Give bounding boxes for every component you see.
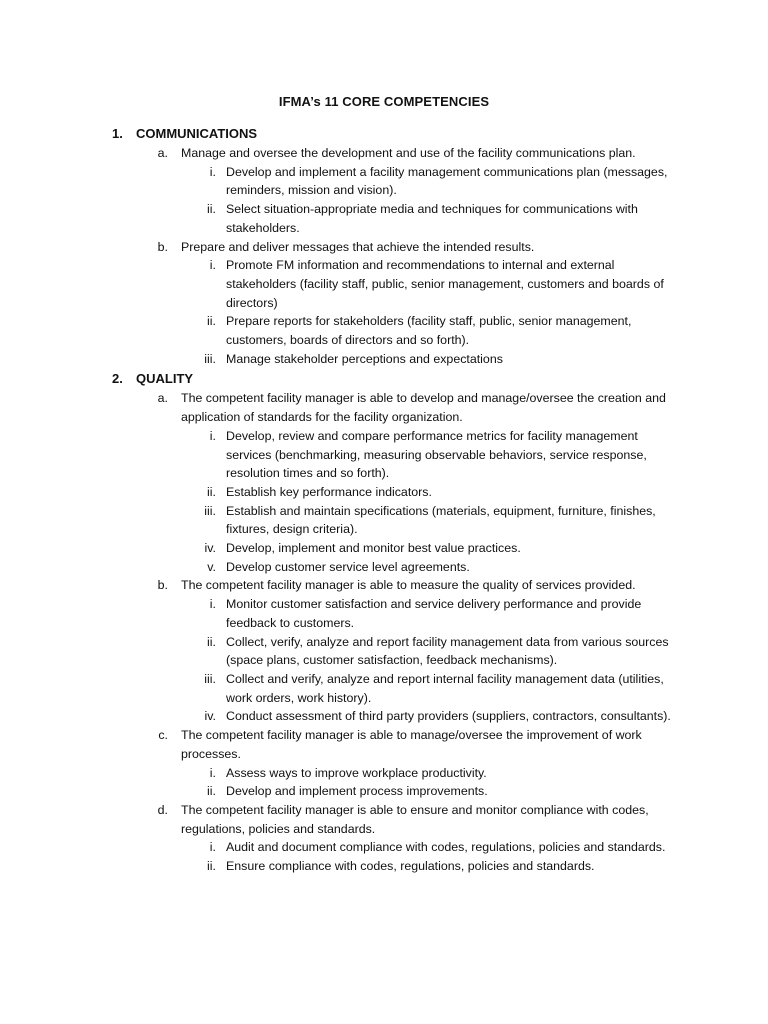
item-marker: a. xyxy=(157,391,168,406)
sub-list-item xyxy=(0,782,768,801)
subitem-marker: i. xyxy=(209,840,216,855)
sub-list-item xyxy=(0,427,768,483)
item-marker: b. xyxy=(157,578,168,593)
sub-list-item xyxy=(0,539,768,558)
subitem-marker: i. xyxy=(209,597,216,612)
subitem-marker: ii. xyxy=(207,314,216,329)
section-number: 2. xyxy=(112,371,123,387)
item-marker: a. xyxy=(157,146,168,160)
subitem-text: Monitor customer satisfaction and service delivery performance and provide feedback to customers. xyxy=(226,597,642,630)
subitem-text: Assess ways to improve workplace productivity. xyxy=(226,765,487,780)
item-marker: d. xyxy=(157,802,168,817)
subitem-text: Promote FM information and recommendations to internal and external stakeholders (facility staff, public, senior management, customers and boards of directors) xyxy=(226,258,664,310)
subitem-text: Collect, verify, analyze and report facility management data from various sources (space plans, customer satisfaction, feedback mechanisms). xyxy=(226,634,669,668)
sub-list-item xyxy=(0,633,768,670)
section-heading xyxy=(0,125,768,144)
subitem-text: Establish key performance indicators. xyxy=(226,484,432,499)
subitem-text: Conduct assessment of third party providers (suppliers, contractors, consultants). xyxy=(226,709,671,724)
subitem-text: Develop, review and compare performance metrics for facility management services (benchmarking, measuring observable behaviors, service response, resolution times and so forth). xyxy=(226,428,647,481)
subitem-text: Ensure compliance with codes, regulations, policies and standards. xyxy=(226,859,595,874)
list-item xyxy=(0,726,768,763)
item-text: The competent facility manager is able to develop and manage/oversee the creation and application of standards for the facility organization. xyxy=(181,391,666,425)
subitem-marker: ii. xyxy=(207,484,216,499)
subitem-marker: ii. xyxy=(207,634,216,649)
subitem-text: Develop and implement a facility management communications plan (messages, reminders, mission and vision). xyxy=(226,164,668,198)
subitem-text: Develop customer service level agreements. xyxy=(226,559,470,574)
list-item xyxy=(0,389,768,426)
subitem-marker: iv. xyxy=(204,541,216,556)
subitem-text: Select situation-appropriate media and techniques for communications with stakeholders. xyxy=(226,202,638,235)
section-title: QUALITY xyxy=(136,371,194,387)
sub-list-item xyxy=(0,764,768,783)
document-title: IFMA’s 11 CORE COMPETENCIES xyxy=(278,94,490,109)
section-number: 1. xyxy=(112,126,123,141)
subitem-marker: iii. xyxy=(204,351,216,366)
subitem-marker: iv. xyxy=(204,709,216,724)
sub-list-item xyxy=(0,670,768,707)
sub-list-item xyxy=(0,558,768,577)
subitem-marker: ii. xyxy=(207,202,216,217)
subitem-marker: iii. xyxy=(204,671,216,686)
section-heading xyxy=(0,370,768,389)
item-text: Manage and oversee the development and use of the facility communications plan. xyxy=(181,146,636,160)
subitem-text: Audit and document compliance with codes, regulations, policies and standards. xyxy=(226,840,666,855)
subitem-marker: ii. xyxy=(207,859,216,874)
subitem-text: Develop and implement process improvements. xyxy=(226,784,488,799)
subitem-text: Develop, implement and monitor best value practices. xyxy=(226,541,521,556)
section-title: COMMUNICATIONS xyxy=(136,126,258,141)
sub-list-item xyxy=(0,595,768,632)
list-item xyxy=(0,576,768,595)
subitem-marker: iii. xyxy=(204,503,216,518)
item-text: Prepare and deliver messages that achieve the intended results. xyxy=(181,239,535,254)
sub-list-item xyxy=(0,838,768,857)
sub-list-item xyxy=(0,502,768,539)
subitem-marker: i. xyxy=(209,164,216,179)
sub-list-item xyxy=(0,200,768,237)
competency-sections xyxy=(0,123,768,876)
sub-list-item xyxy=(0,483,768,502)
subitem-marker: i. xyxy=(209,428,216,443)
list-item xyxy=(0,144,768,163)
sub-list-item xyxy=(0,707,768,726)
item-text: The competent facility manager is able to ensure and monitor compliance with codes, regulations, policies and standards. xyxy=(181,802,649,836)
subitem-text: Collect and verify, analyze and report internal facility management data (utilities, work orders, work history). xyxy=(226,671,664,705)
subitem-marker: i. xyxy=(209,765,216,780)
subitem-text: Prepare reports for stakeholders (facility staff, public, senior management, customers, boards of directors and so forth). xyxy=(226,314,632,348)
sub-list-item xyxy=(0,256,768,312)
item-marker: b. xyxy=(157,239,168,254)
sub-list-item xyxy=(0,163,768,200)
subitem-marker: ii. xyxy=(207,784,216,799)
sub-list-item xyxy=(0,312,768,349)
subitem-text: Manage stakeholder perceptions and expectations xyxy=(226,351,503,366)
item-marker: c. xyxy=(158,728,168,743)
subitem-marker: v. xyxy=(207,559,216,574)
subitem-text: Establish and maintain specifications (materials, equipment, furniture, finishes, fixtures, design criteria). xyxy=(226,503,656,537)
list-item xyxy=(0,238,768,257)
list-item xyxy=(0,801,768,838)
item-text: The competent facility manager is able to measure the quality of services provided. xyxy=(181,578,636,593)
subitem-marker: i. xyxy=(209,258,216,273)
sub-list-item xyxy=(0,350,768,369)
sub-list-item xyxy=(0,857,768,876)
item-text: The competent facility manager is able to manage/oversee the improvement of work processes. xyxy=(181,728,642,761)
